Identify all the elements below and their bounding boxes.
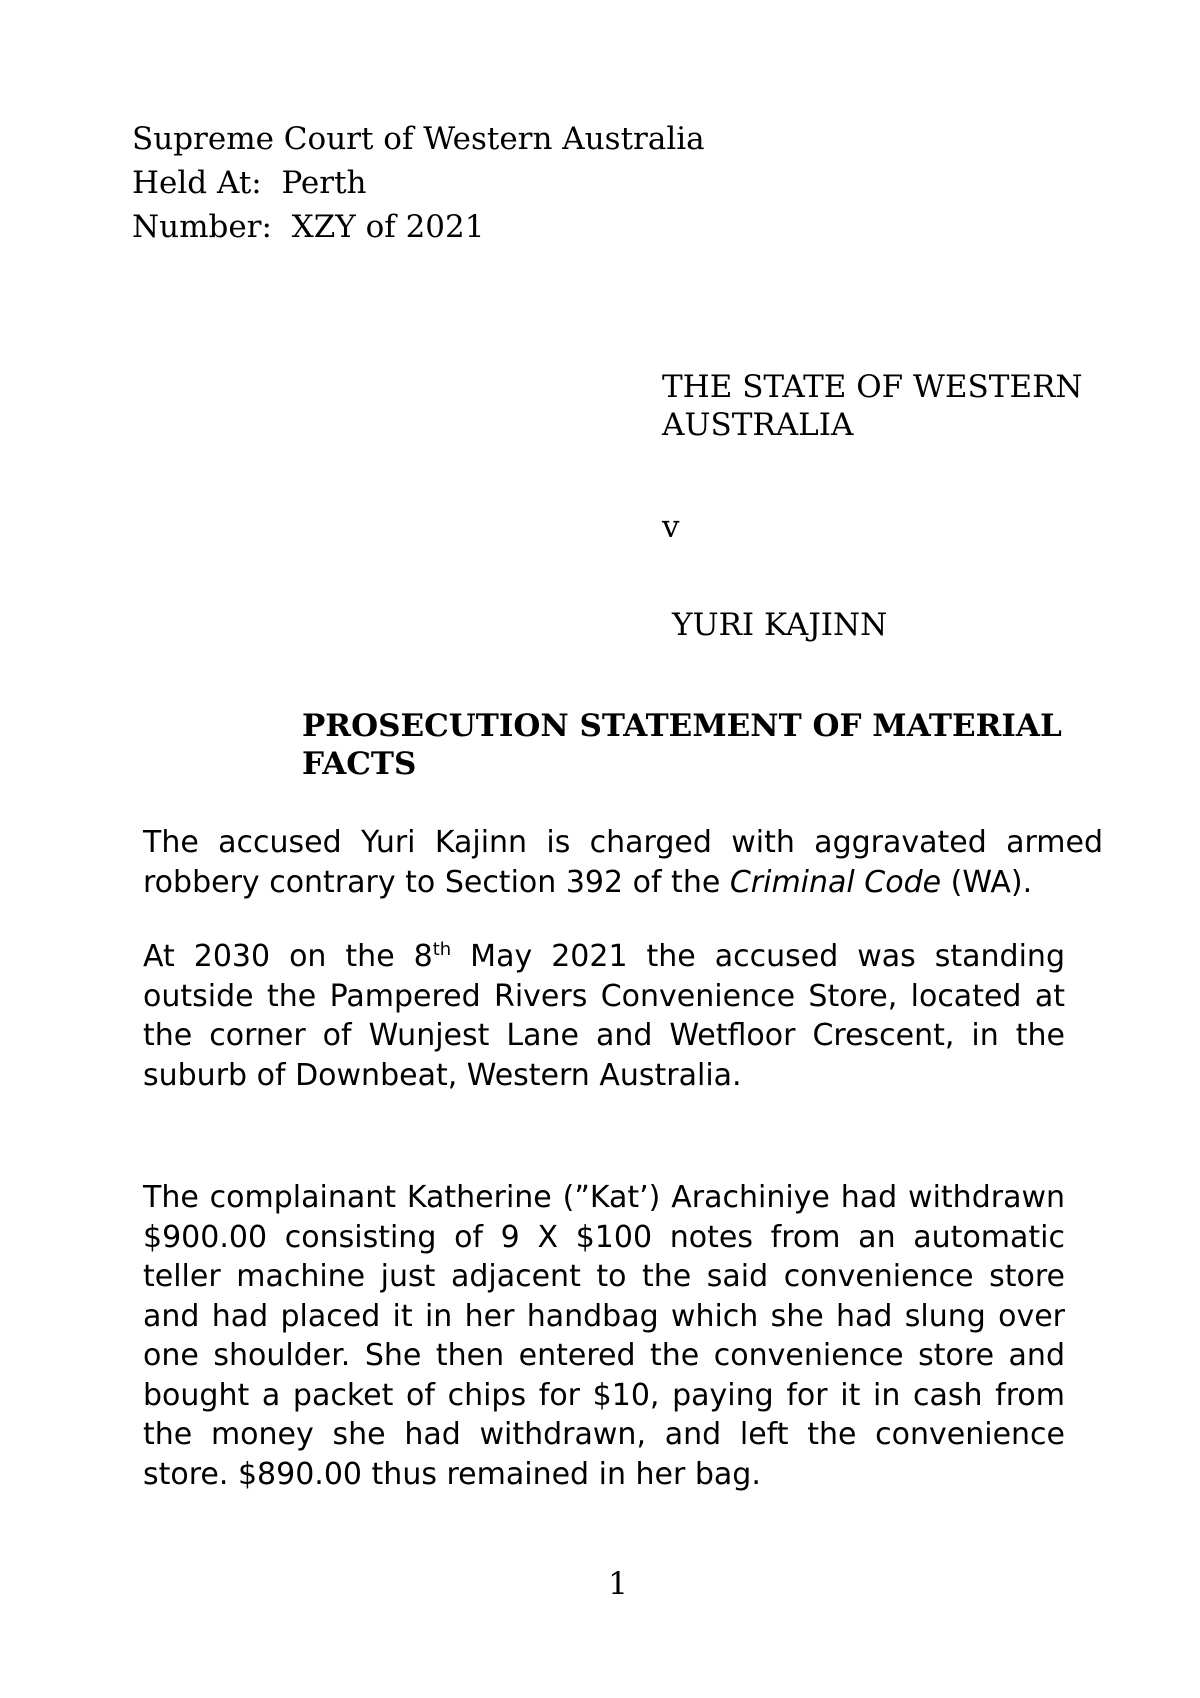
- accused-party: YURI KAJINN: [672, 607, 888, 643]
- versus: v: [662, 509, 680, 545]
- case-number: Number: XZY of 2021: [132, 209, 485, 245]
- court-name: Supreme Court of Western Australia: [132, 121, 705, 157]
- paragraph-circumstances-text: May 2021 the accused was standing outside the Pampered Rivers Convenience Store, located at the corner of Wunjest Lane and Wetfloor Crescent, in the suburb of Downbeat, Western Australia.: [143, 939, 1065, 1093]
- paragraph-charge-suffix: (WA).: [941, 864, 1033, 900]
- act-name: Criminal Code: [729, 864, 942, 900]
- paragraph-charge: [143, 823, 1103, 902]
- paragraph-circumstances: [143, 937, 1065, 1095]
- paragraph-complainant: [143, 1178, 1065, 1494]
- paragraph-complainant-text: The complainant Katherine (”Kat’) Arachiniye had withdrawn $900.00 consisting of 9 X $100 notes from an automatic teller machine just adjacent to the said convenience store and had placed it in her handbag which she had slung over one shoulder. She then entered the convenience store and bought a packet of chips for $10, paying for it in cash from the money she had withdrawn, and left the convenience store. $890.00 thus remained in her bag.: [143, 1180, 1065, 1492]
- page-number: 1: [608, 1566, 628, 1602]
- paragraph-charge-text: The accused Yuri Kajinn is charged with aggravated armed robbery contrary to Section 392 of the: [143, 825, 1103, 900]
- prosecution-party: THE STATE OF WESTERN AUSTRALIA: [662, 369, 1083, 443]
- document-heading: PROSECUTION STATEMENT OF MATERIAL FACTS: [302, 708, 1062, 782]
- date-ordinal: th: [432, 939, 452, 960]
- court-header: [132, 117, 705, 249]
- held-at: Held At: Perth: [132, 165, 367, 201]
- paragraph-circumstances-lead: At 2030 on the 8: [143, 939, 433, 974]
